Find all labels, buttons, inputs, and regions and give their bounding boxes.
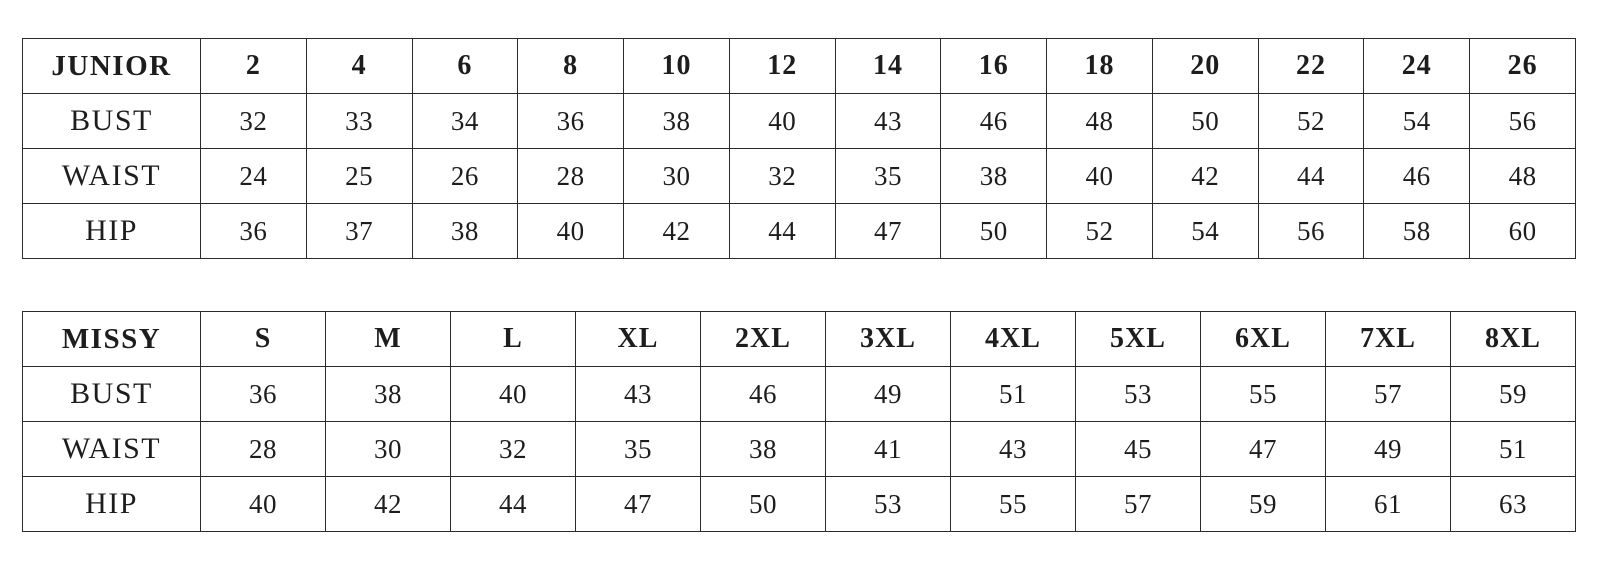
- missy-col-header: 7XL: [1326, 312, 1451, 367]
- junior-col-header: 16: [941, 39, 1047, 94]
- missy-row-label: BUST: [23, 367, 201, 422]
- missy-cell: 51: [1451, 422, 1576, 477]
- missy-chart-body: [23, 312, 1576, 532]
- junior-size-chart: [22, 38, 1576, 259]
- missy-cell: 49: [826, 367, 951, 422]
- junior-cell: 38: [941, 149, 1047, 204]
- junior-cell: 56: [1470, 94, 1576, 149]
- missy-cell: 51: [951, 367, 1076, 422]
- junior-cell: 28: [518, 149, 624, 204]
- missy-cell: 50: [701, 477, 826, 532]
- junior-col-header: 2: [201, 39, 307, 94]
- junior-cell: 33: [306, 94, 412, 149]
- missy-title: MISSY: [23, 312, 201, 367]
- junior-cell: 47: [835, 204, 941, 259]
- missy-col-header: M: [326, 312, 451, 367]
- junior-cell: 42: [624, 204, 730, 259]
- junior-cell: 50: [941, 204, 1047, 259]
- table-row: [23, 149, 1576, 204]
- junior-cell: 32: [201, 94, 307, 149]
- junior-cell: 54: [1364, 94, 1470, 149]
- missy-row-label: WAIST: [23, 422, 201, 477]
- missy-cell: 42: [326, 477, 451, 532]
- junior-col-header: 10: [624, 39, 730, 94]
- missy-cell: 47: [576, 477, 701, 532]
- junior-col-header: 12: [729, 39, 835, 94]
- junior-col-header: 6: [412, 39, 518, 94]
- missy-cell: 57: [1326, 367, 1451, 422]
- missy-cell: 40: [451, 367, 576, 422]
- junior-cell: 60: [1470, 204, 1576, 259]
- junior-cell: 44: [1258, 149, 1364, 204]
- missy-col-header: 5XL: [1076, 312, 1201, 367]
- table-row: [23, 477, 1576, 532]
- junior-col-header: 8: [518, 39, 624, 94]
- missy-col-header: 2XL: [701, 312, 826, 367]
- chart-spacer: [22, 259, 1576, 311]
- junior-cell: 46: [1364, 149, 1470, 204]
- table-row: [23, 94, 1576, 149]
- missy-col-header: XL: [576, 312, 701, 367]
- junior-cell: 44: [729, 204, 835, 259]
- missy-cell: 53: [1076, 367, 1201, 422]
- junior-col-header: 22: [1258, 39, 1364, 94]
- missy-row-label: HIP: [23, 477, 201, 532]
- junior-cell: 37: [306, 204, 412, 259]
- junior-cell: 54: [1152, 204, 1258, 259]
- junior-cell: 42: [1152, 149, 1258, 204]
- junior-title: JUNIOR: [23, 39, 201, 94]
- junior-cell: 48: [1470, 149, 1576, 204]
- junior-row-label: HIP: [23, 204, 201, 259]
- junior-col-header: 24: [1364, 39, 1470, 94]
- missy-col-header: S: [201, 312, 326, 367]
- missy-size-chart: [22, 311, 1576, 532]
- table-row: [23, 204, 1576, 259]
- missy-col-header: 6XL: [1201, 312, 1326, 367]
- junior-col-header: 20: [1152, 39, 1258, 94]
- missy-cell: 32: [451, 422, 576, 477]
- missy-cell: 36: [201, 367, 326, 422]
- junior-col-header: 4: [306, 39, 412, 94]
- junior-cell: 40: [518, 204, 624, 259]
- junior-cell: 35: [835, 149, 941, 204]
- missy-header-row: [23, 312, 1576, 367]
- junior-cell: 46: [941, 94, 1047, 149]
- junior-cell: 36: [201, 204, 307, 259]
- missy-cell: 38: [701, 422, 826, 477]
- junior-cell: 24: [201, 149, 307, 204]
- junior-cell: 52: [1258, 94, 1364, 149]
- junior-cell: 25: [306, 149, 412, 204]
- missy-cell: 59: [1451, 367, 1576, 422]
- missy-cell: 38: [326, 367, 451, 422]
- junior-chart-body: [23, 39, 1576, 259]
- missy-cell: 45: [1076, 422, 1201, 477]
- table-row: [23, 367, 1576, 422]
- missy-cell: 55: [951, 477, 1076, 532]
- missy-cell: 46: [701, 367, 826, 422]
- junior-cell: 38: [624, 94, 730, 149]
- junior-cell: 50: [1152, 94, 1258, 149]
- junior-cell: 32: [729, 149, 835, 204]
- missy-cell: 61: [1326, 477, 1451, 532]
- missy-cell: 55: [1201, 367, 1326, 422]
- missy-col-header: 3XL: [826, 312, 951, 367]
- junior-cell: 58: [1364, 204, 1470, 259]
- missy-cell: 28: [201, 422, 326, 477]
- missy-cell: 40: [201, 477, 326, 532]
- missy-cell: 43: [951, 422, 1076, 477]
- missy-cell: 57: [1076, 477, 1201, 532]
- missy-cell: 30: [326, 422, 451, 477]
- junior-cell: 40: [729, 94, 835, 149]
- junior-cell: 30: [624, 149, 730, 204]
- missy-cell: 43: [576, 367, 701, 422]
- table-row: [23, 422, 1576, 477]
- junior-col-header: 18: [1047, 39, 1153, 94]
- missy-cell: 47: [1201, 422, 1326, 477]
- missy-col-header: 8XL: [1451, 312, 1576, 367]
- junior-cell: 48: [1047, 94, 1153, 149]
- missy-cell: 44: [451, 477, 576, 532]
- junior-cell: 56: [1258, 204, 1364, 259]
- junior-cell: 43: [835, 94, 941, 149]
- junior-header-row: [23, 39, 1576, 94]
- missy-col-header: 4XL: [951, 312, 1076, 367]
- junior-cell: 34: [412, 94, 518, 149]
- junior-row-label: BUST: [23, 94, 201, 149]
- missy-cell: 59: [1201, 477, 1326, 532]
- junior-cell: 36: [518, 94, 624, 149]
- junior-col-header: 26: [1470, 39, 1576, 94]
- missy-cell: 41: [826, 422, 951, 477]
- missy-cell: 49: [1326, 422, 1451, 477]
- junior-cell: 26: [412, 149, 518, 204]
- missy-cell: 63: [1451, 477, 1576, 532]
- missy-col-header: L: [451, 312, 576, 367]
- junior-cell: 52: [1047, 204, 1153, 259]
- junior-col-header: 14: [835, 39, 941, 94]
- junior-cell: 40: [1047, 149, 1153, 204]
- missy-cell: 35: [576, 422, 701, 477]
- junior-cell: 38: [412, 204, 518, 259]
- missy-cell: 53: [826, 477, 951, 532]
- junior-row-label: WAIST: [23, 149, 201, 204]
